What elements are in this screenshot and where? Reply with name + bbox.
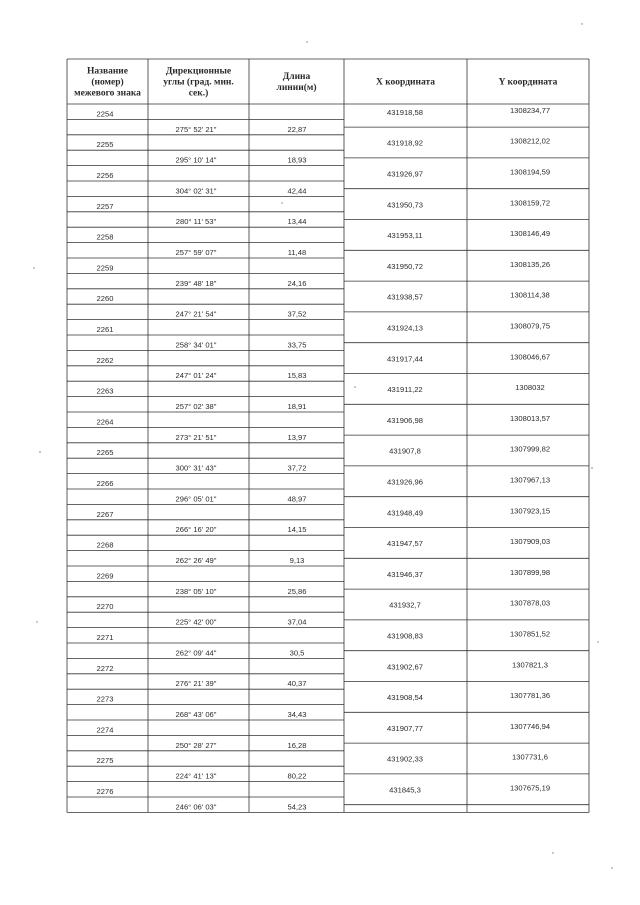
direction-angle-value: 239° 48' 18" bbox=[175, 278, 217, 288]
line-length-value: 11,48 bbox=[287, 248, 307, 257]
point-name: 2270 bbox=[96, 602, 114, 612]
header-point-name-line: межевого знака bbox=[74, 88, 141, 99]
scan-speck bbox=[581, 23, 582, 24]
direction-angle-value: 295° 10' 14" bbox=[175, 155, 217, 165]
x-coordinate-value: 431924,13 bbox=[387, 323, 423, 333]
direction-angle-value: 246° 06' 03" bbox=[175, 802, 217, 812]
x-coordinate-value: 431908,54 bbox=[387, 693, 423, 703]
y-coordinate-value: 1308234,77 bbox=[509, 105, 551, 115]
direction-angle-value: 280° 11' 53" bbox=[175, 217, 217, 227]
line-length-value: 15,83 bbox=[287, 371, 307, 381]
scan-speck bbox=[39, 451, 40, 452]
line-length-value: 37,72 bbox=[287, 463, 307, 473]
line-length-value: 18,93 bbox=[287, 155, 307, 165]
table-header bbox=[74, 67, 557, 99]
y-coordinate-value: 1307967,13 bbox=[509, 475, 551, 485]
x-coordinate-value: 431906,98 bbox=[387, 415, 423, 425]
line-length-value: 30,5 bbox=[289, 648, 305, 658]
header-direction-angle-line: сек.) bbox=[188, 88, 209, 99]
header-x-coordinate-line: X координата bbox=[375, 77, 436, 88]
header-point-name-line: Название bbox=[86, 66, 129, 77]
x-coordinate-value: 431907,77 bbox=[387, 723, 423, 733]
y-coordinate-value: 1308194,59 bbox=[509, 167, 551, 177]
scan-speck bbox=[552, 852, 553, 853]
line-length-value: 14,15 bbox=[287, 525, 307, 535]
direction-angle-value: 273° 21' 51" bbox=[175, 432, 217, 442]
point-name: 2255 bbox=[96, 140, 114, 150]
line-length-value: 9,13 bbox=[289, 556, 305, 565]
line-length-value: 80,22 bbox=[287, 771, 307, 781]
y-coordinate-value: 1308114,38 bbox=[510, 290, 550, 300]
line-length-value: 37,04 bbox=[287, 617, 307, 627]
y-coordinate-value: 1308079,75 bbox=[509, 321, 551, 331]
x-coordinate-value: 431950,73 bbox=[387, 200, 423, 210]
direction-angle-value: 262° 09' 44" bbox=[175, 648, 217, 658]
line-length-value: 18,91 bbox=[287, 402, 307, 411]
line-length-value: 13,97 bbox=[287, 432, 307, 442]
y-coordinate-value: 1307731,6 bbox=[512, 752, 548, 762]
header-y-coordinate-line: Y координата bbox=[498, 77, 558, 88]
scan-speck bbox=[354, 386, 355, 387]
x-coordinate-value: 431918,92 bbox=[387, 138, 423, 148]
point-name: 2254 bbox=[96, 109, 114, 119]
x-coordinate-value: 431907,8 bbox=[389, 446, 421, 456]
x-coordinate-value: 431902,33 bbox=[387, 754, 423, 764]
y-coordinate-value: 1307851,52 bbox=[509, 629, 551, 639]
point-name: 2262 bbox=[96, 355, 114, 365]
y-coordinate-value: 1307746,94 bbox=[509, 721, 551, 731]
header-point-name-line: (номер) bbox=[91, 77, 124, 88]
line-length-value: 40,37 bbox=[287, 679, 307, 689]
direction-angle-value: 275° 52' 21" bbox=[175, 124, 217, 134]
y-coordinate-value: 1308046,67 bbox=[509, 352, 551, 362]
direction-angle-value: 262° 26' 49" bbox=[175, 556, 217, 565]
direction-angle-value: 258° 34' 01" bbox=[175, 340, 217, 350]
x-coordinate-value: 431953,11 bbox=[387, 231, 423, 241]
direction-angle-value: 247° 01' 24" bbox=[175, 371, 217, 381]
x-coordinate-value: 431926,97 bbox=[387, 169, 423, 179]
header-line-length-line: Длина bbox=[282, 72, 311, 82]
y-coordinate-value: 1307923,15 bbox=[509, 506, 551, 516]
x-coordinate-value: 431911,22 bbox=[387, 385, 423, 395]
x-coordinate-value: 431917,44 bbox=[387, 354, 423, 364]
point-name: 2267 bbox=[96, 509, 114, 519]
line-length-value: 13,44 bbox=[287, 217, 307, 227]
point-name: 2259 bbox=[96, 263, 114, 273]
direction-angle-value: 276° 21' 39" bbox=[175, 679, 217, 689]
point-name: 2272 bbox=[96, 663, 114, 673]
x-coordinate-value: 431845,3 bbox=[389, 785, 421, 795]
scan-speck bbox=[306, 41, 307, 42]
point-name: 2258 bbox=[96, 232, 114, 242]
y-coordinate-value: 1307675,19 bbox=[509, 783, 551, 793]
direction-angle-value: 257° 02' 38" bbox=[175, 402, 217, 411]
direction-angle-value: 225° 42' 00" bbox=[175, 617, 217, 627]
y-coordinate-value: 1308013,57 bbox=[509, 413, 551, 423]
line-length-value: 42,44 bbox=[287, 186, 307, 196]
x-coordinate-value: 431908,83 bbox=[387, 631, 423, 641]
x-coordinate-value: 431946,37 bbox=[387, 569, 423, 579]
y-coordinate-value: 1307878,03 bbox=[509, 598, 551, 608]
x-coordinate-value: 431918,58 bbox=[387, 107, 423, 117]
x-coordinate-value: 431938,57 bbox=[387, 292, 423, 302]
line-length-value: 25,86 bbox=[287, 586, 307, 596]
point-name: 2266 bbox=[96, 479, 114, 488]
direction-angle-value: 300° 31' 43" bbox=[175, 463, 217, 473]
line-length-value: 16,28 bbox=[287, 740, 307, 750]
point-name: 2257 bbox=[96, 201, 114, 211]
line-length-value: 34,43 bbox=[287, 710, 307, 719]
direction-angle-value: 296° 05' 01" bbox=[175, 494, 217, 504]
line-length-value: 48,97 bbox=[287, 494, 307, 504]
line-length-value: 22,87 bbox=[287, 124, 307, 134]
direction-angle-value: 238° 05' 10" bbox=[175, 586, 217, 596]
y-coordinate-value: 1308212,02 bbox=[509, 136, 551, 146]
direction-angle-value: 257° 59' 07" bbox=[175, 248, 217, 257]
direction-angle-value: 250° 28' 27" bbox=[175, 740, 217, 750]
x-coordinate-value: 431947,57 bbox=[387, 539, 423, 549]
x-coordinate-value: 431948,49 bbox=[387, 508, 423, 518]
point-name: 2261 bbox=[96, 325, 114, 334]
line-length-value: 24,16 bbox=[287, 278, 307, 288]
y-coordinate-value: 1308032 bbox=[515, 383, 545, 393]
x-coordinate-value: 431950,72 bbox=[387, 261, 423, 271]
y-coordinate-value: 1307781,36 bbox=[509, 691, 551, 701]
y-coordinate-value: 1308159,72 bbox=[509, 198, 551, 208]
header-direction-angle-line: Дирекционные bbox=[165, 66, 232, 77]
point-name: 2269 bbox=[96, 571, 114, 581]
scan-speck bbox=[611, 867, 612, 868]
x-coordinate-value: 431902,67 bbox=[387, 662, 423, 672]
scan-speck bbox=[36, 621, 37, 622]
point-name: 2271 bbox=[96, 633, 114, 642]
point-name: 2260 bbox=[96, 294, 114, 304]
direction-angle-value: 224° 41' 13" bbox=[175, 771, 217, 781]
header-line-length-line: линии(м) bbox=[276, 83, 317, 93]
point-name: 2275 bbox=[96, 756, 114, 766]
scan-speck bbox=[591, 467, 592, 468]
y-coordinate-value: 1307821,3 bbox=[512, 660, 548, 670]
point-name: 2273 bbox=[96, 694, 114, 704]
point-name: 2276 bbox=[96, 787, 114, 796]
y-coordinate-value: 1307999,82 bbox=[509, 444, 551, 454]
scan-speck bbox=[281, 202, 282, 203]
scan-speck bbox=[33, 267, 34, 268]
point-name: 2265 bbox=[96, 448, 114, 458]
line-length-value: 33,75 bbox=[287, 340, 307, 350]
point-name: 2274 bbox=[96, 725, 114, 735]
direction-angle-value: 304° 02' 31" bbox=[175, 186, 217, 196]
y-coordinate-value: 1307909,03 bbox=[509, 537, 551, 547]
direction-angle-value: 247° 21' 54" bbox=[175, 309, 217, 319]
line-length-value: 37,52 bbox=[287, 309, 307, 319]
header-direction-angle-line: углы (град. мин. bbox=[163, 77, 234, 88]
point-name: 2268 bbox=[96, 540, 114, 550]
point-name: 2256 bbox=[96, 171, 114, 180]
line-length-value: 54,23 bbox=[287, 802, 307, 812]
direction-angle-value: 266° 16' 20" bbox=[175, 525, 217, 535]
y-coordinate-value: 1308146,49 bbox=[509, 229, 551, 239]
point-name: 2263 bbox=[96, 386, 114, 396]
point-name: 2264 bbox=[96, 417, 114, 427]
y-coordinate-value: 1307899,98 bbox=[509, 567, 551, 577]
y-coordinate-value: 1308135,26 bbox=[509, 259, 551, 269]
x-coordinate-value: 431932,7 bbox=[389, 600, 421, 610]
direction-angle-value: 268° 43' 06" bbox=[175, 710, 217, 719]
x-coordinate-value: 431926,96 bbox=[387, 477, 423, 487]
scan-speck bbox=[597, 641, 598, 642]
